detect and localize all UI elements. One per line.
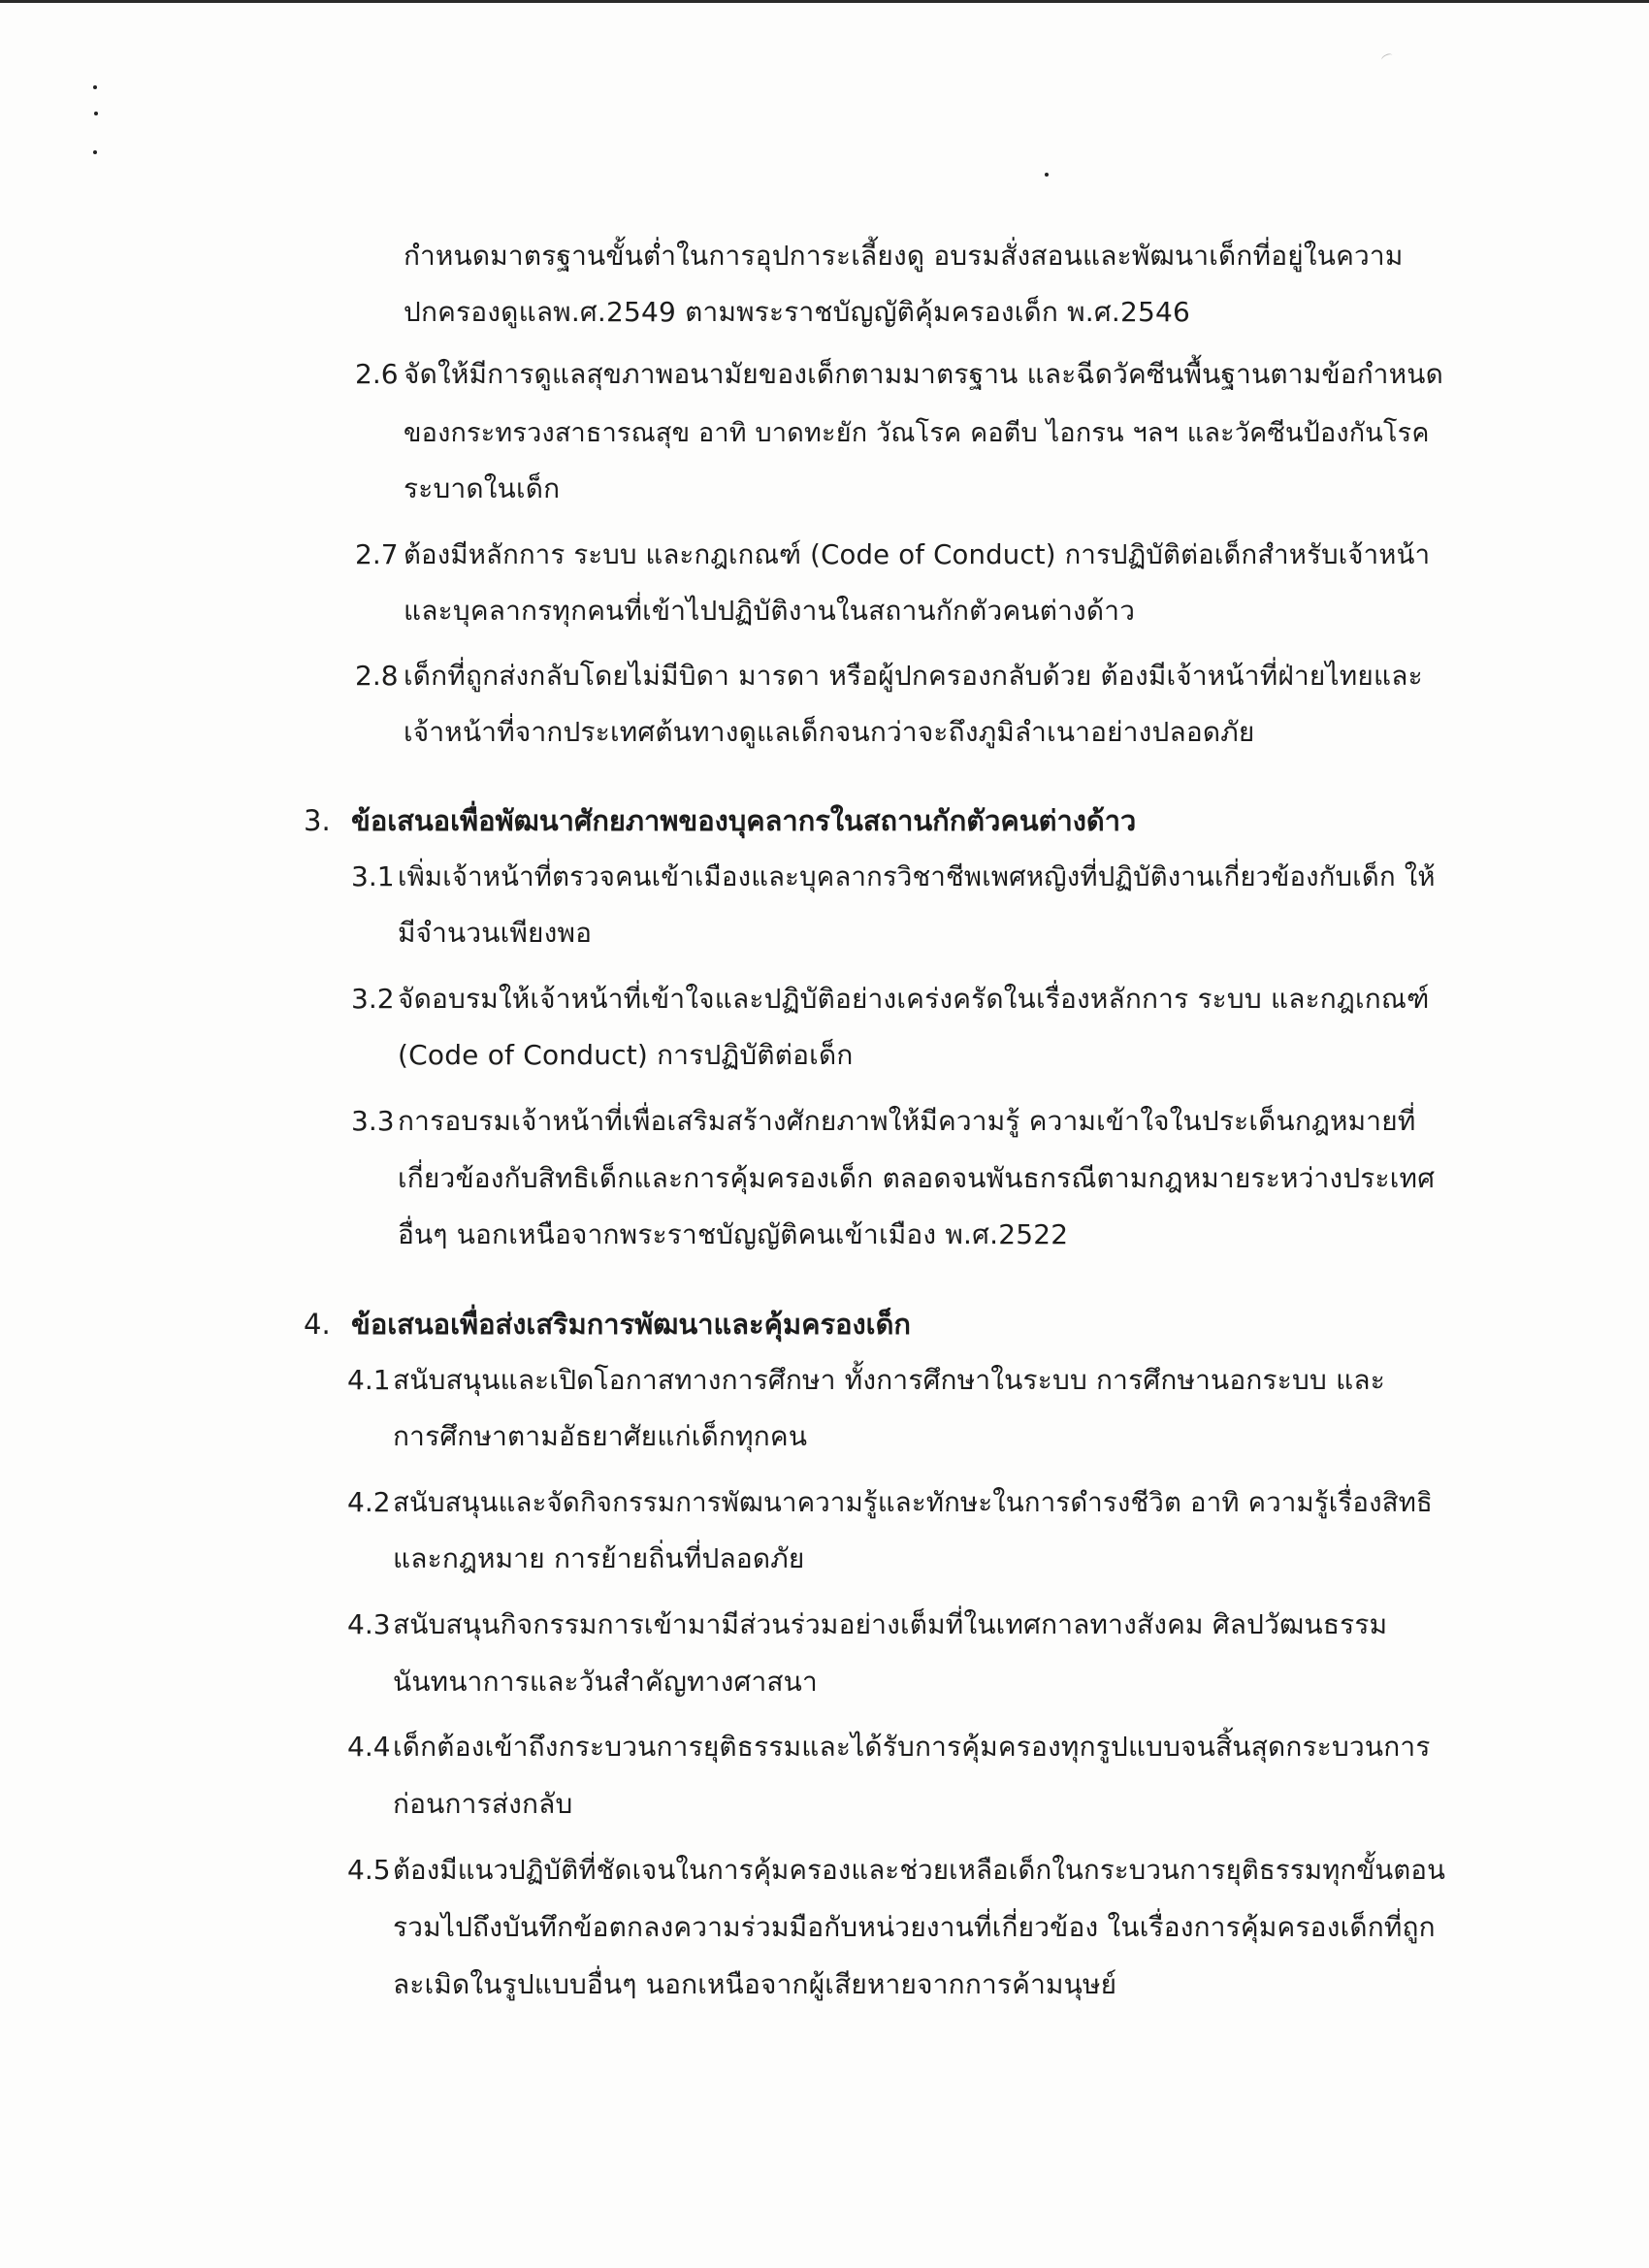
- item-number: 3.1: [351, 860, 395, 892]
- item-line: จัดให้มีการดูแลสุขภาพอนามัยของเด็กตามมาตรฐาน และฉีดวัคซีนพื้นฐานตามข้อกำหนด: [404, 358, 1443, 390]
- item-number: 4.5: [347, 1854, 391, 1886]
- scan-edge: [0, 0, 1649, 3]
- item-line: รวมไปถึงบันทึกข้อตกลงความร่วมมือกับหน่วยงานที่เกี่ยวข้อง ในเรื่องการคุ้มครองเด็กที่ถูก: [393, 1911, 1436, 1943]
- item-line: การศึกษาตามอัธยาศัยแก่เด็กทุกคน: [393, 1420, 808, 1452]
- section-number: 4.: [304, 1308, 331, 1341]
- item-line: มีจำนวนเพียงพอ: [398, 917, 593, 949]
- item-line: สนับสนุนกิจกรรมการเข้ามามีส่วนร่วมอย่างเต็มที่ในเทศกาลทางสังคม ศิลปวัฒนธรรม: [393, 1608, 1388, 1640]
- intro-line: ปกครองดูแลพ.ศ.2549 ตามพระราชบัญญัติคุ้มครองเด็ก พ.ศ.2546: [404, 296, 1191, 328]
- item-number: 4.2: [347, 1486, 391, 1518]
- scan-dot: [1045, 173, 1049, 177]
- item-line: นันทนาการและวันสำคัญทางศาสนา: [393, 1666, 818, 1698]
- item-line: (Code of Conduct) การปฏิบัติต่อเด็ก: [398, 1039, 854, 1071]
- item-line: ของกระทรวงสาธารณสุข อาทิ บาดทะยัก วัณโรค คอตีบ ไอกรน ฯลฯ และวัคซีนป้องกันโรค: [404, 418, 1430, 448]
- item-line: และกฎหมาย การย้ายถิ่นที่ปลอดภัย: [393, 1542, 805, 1574]
- section-number: 3.: [304, 804, 331, 837]
- item-line: สนับสนุนและเปิดโอกาสทางการศึกษา ทั้งการศึกษาในระบบ การศึกษานอกระบบ และ: [393, 1364, 1385, 1396]
- item-number: 2.6: [355, 358, 399, 390]
- item-line: การอบรมเจ้าหน้าที่เพื่อเสริมสร้างศักยภาพให้มีความรู้ ความเข้าใจในประเด็นกฎหมายที่: [398, 1105, 1416, 1137]
- section-heading: ข้อเสนอเพื่อพัฒนาศักยภาพของบุคลากรในสถานกักตัวคนต่างด้าว: [351, 804, 1137, 837]
- item-line: และบุคลากรทุกคนที่เข้าไปปฏิบัติงานในสถานกักตัวคนต่างด้าว: [404, 595, 1136, 627]
- item-number: 4.3: [347, 1608, 391, 1640]
- item-line: เพิ่มเจ้าหน้าที่ตรวจคนเข้าเมืองและบุคลากรวิชาชีพเพศหญิงที่ปฏิบัติงานเกี่ยวข้องกับเด็ก ให้: [398, 861, 1436, 892]
- item-line: จัดอบรมให้เจ้าหน้าที่เข้าใจและปฏิบัติอย่างเคร่งครัดในเรื่องหลักการ ระบบ และกฎเกณฑ์: [398, 983, 1430, 1015]
- item-number: 3.3: [351, 1105, 395, 1137]
- item-line: สนับสนุนและจัดกิจกรรมการพัฒนาความรู้และทักษะในการดำรงชีวิต อาทิ ความรู้เรื่องสิทธิ: [393, 1487, 1434, 1518]
- item-number: 4.1: [347, 1364, 391, 1396]
- item-line: ละเมิดในรูปแบบอื่นๆ นอกเหนือจากผู้เสียหายจากการค้ามนุษย์: [393, 1968, 1117, 2000]
- item-line: เด็กต้องเข้าถึงกระบวนการยุติธรรมและได้รับการคุ้มครองทุกรูปแบบจนสิ้นสุดกระบวนการ: [393, 1731, 1431, 1763]
- intro-line: กำหนดมาตรฐานขั้นต่ำในการอุปการะเลี้ยงดู อบรมสั่งสอนและพัฒนาเด็กที่อยู่ในความ: [404, 240, 1404, 272]
- section-heading: ข้อเสนอเพื่อส่งเสริมการพัฒนาและคุ้มครองเด็ก: [351, 1308, 911, 1341]
- item-number: 2.8: [355, 660, 399, 692]
- item-line: เจ้าหน้าที่จากประเทศต้นทางดูแลเด็กจนกว่าจะถึงภูมิลำเนาอย่างปลอดภัย: [404, 716, 1255, 748]
- item-line: อื่นๆ นอกเหนือจากพระราชบัญญัติคนเข้าเมือง พ.ศ.2522: [398, 1218, 1069, 1250]
- scan-dot: [93, 150, 97, 154]
- item-number: 4.4: [347, 1731, 391, 1763]
- item-line: ระบาดในเด็ก: [404, 472, 561, 504]
- item-line: ต้องมีหลักการ ระบบ และกฎเกณฑ์ (Code of Conduct) การปฏิบัติต่อเด็กสำหรับเจ้าหน้า: [404, 539, 1431, 570]
- item-line: ก่อนการส่งกลับ: [393, 1788, 573, 1820]
- item-number: 2.7: [355, 538, 399, 570]
- scan-dot: [94, 112, 98, 115]
- item-number: 3.2: [351, 983, 395, 1015]
- item-line: เด็กที่ถูกส่งกลับโดยไม่มีบิดา มารดา หรือผู้ปกครองกลับด้วย ต้องมีเจ้าหน้าที่ฝ่ายไทยและ: [404, 660, 1423, 692]
- item-line: ต้องมีแนวปฏิบัติที่ชัดเจนในการคุ้มครองและช่วยเหลือเด็กในกระบวนการยุติธรรมทุกขั้นตอน: [393, 1855, 1446, 1886]
- scan-dot: [93, 85, 97, 89]
- item-line: เกี่ยวข้องกับสิทธิเด็กและการคุ้มครองเด็ก ตลอดจนพันธกรณีตามกฎหมายระหว่างประเทศ: [398, 1162, 1436, 1194]
- scan-speck: [1380, 52, 1394, 63]
